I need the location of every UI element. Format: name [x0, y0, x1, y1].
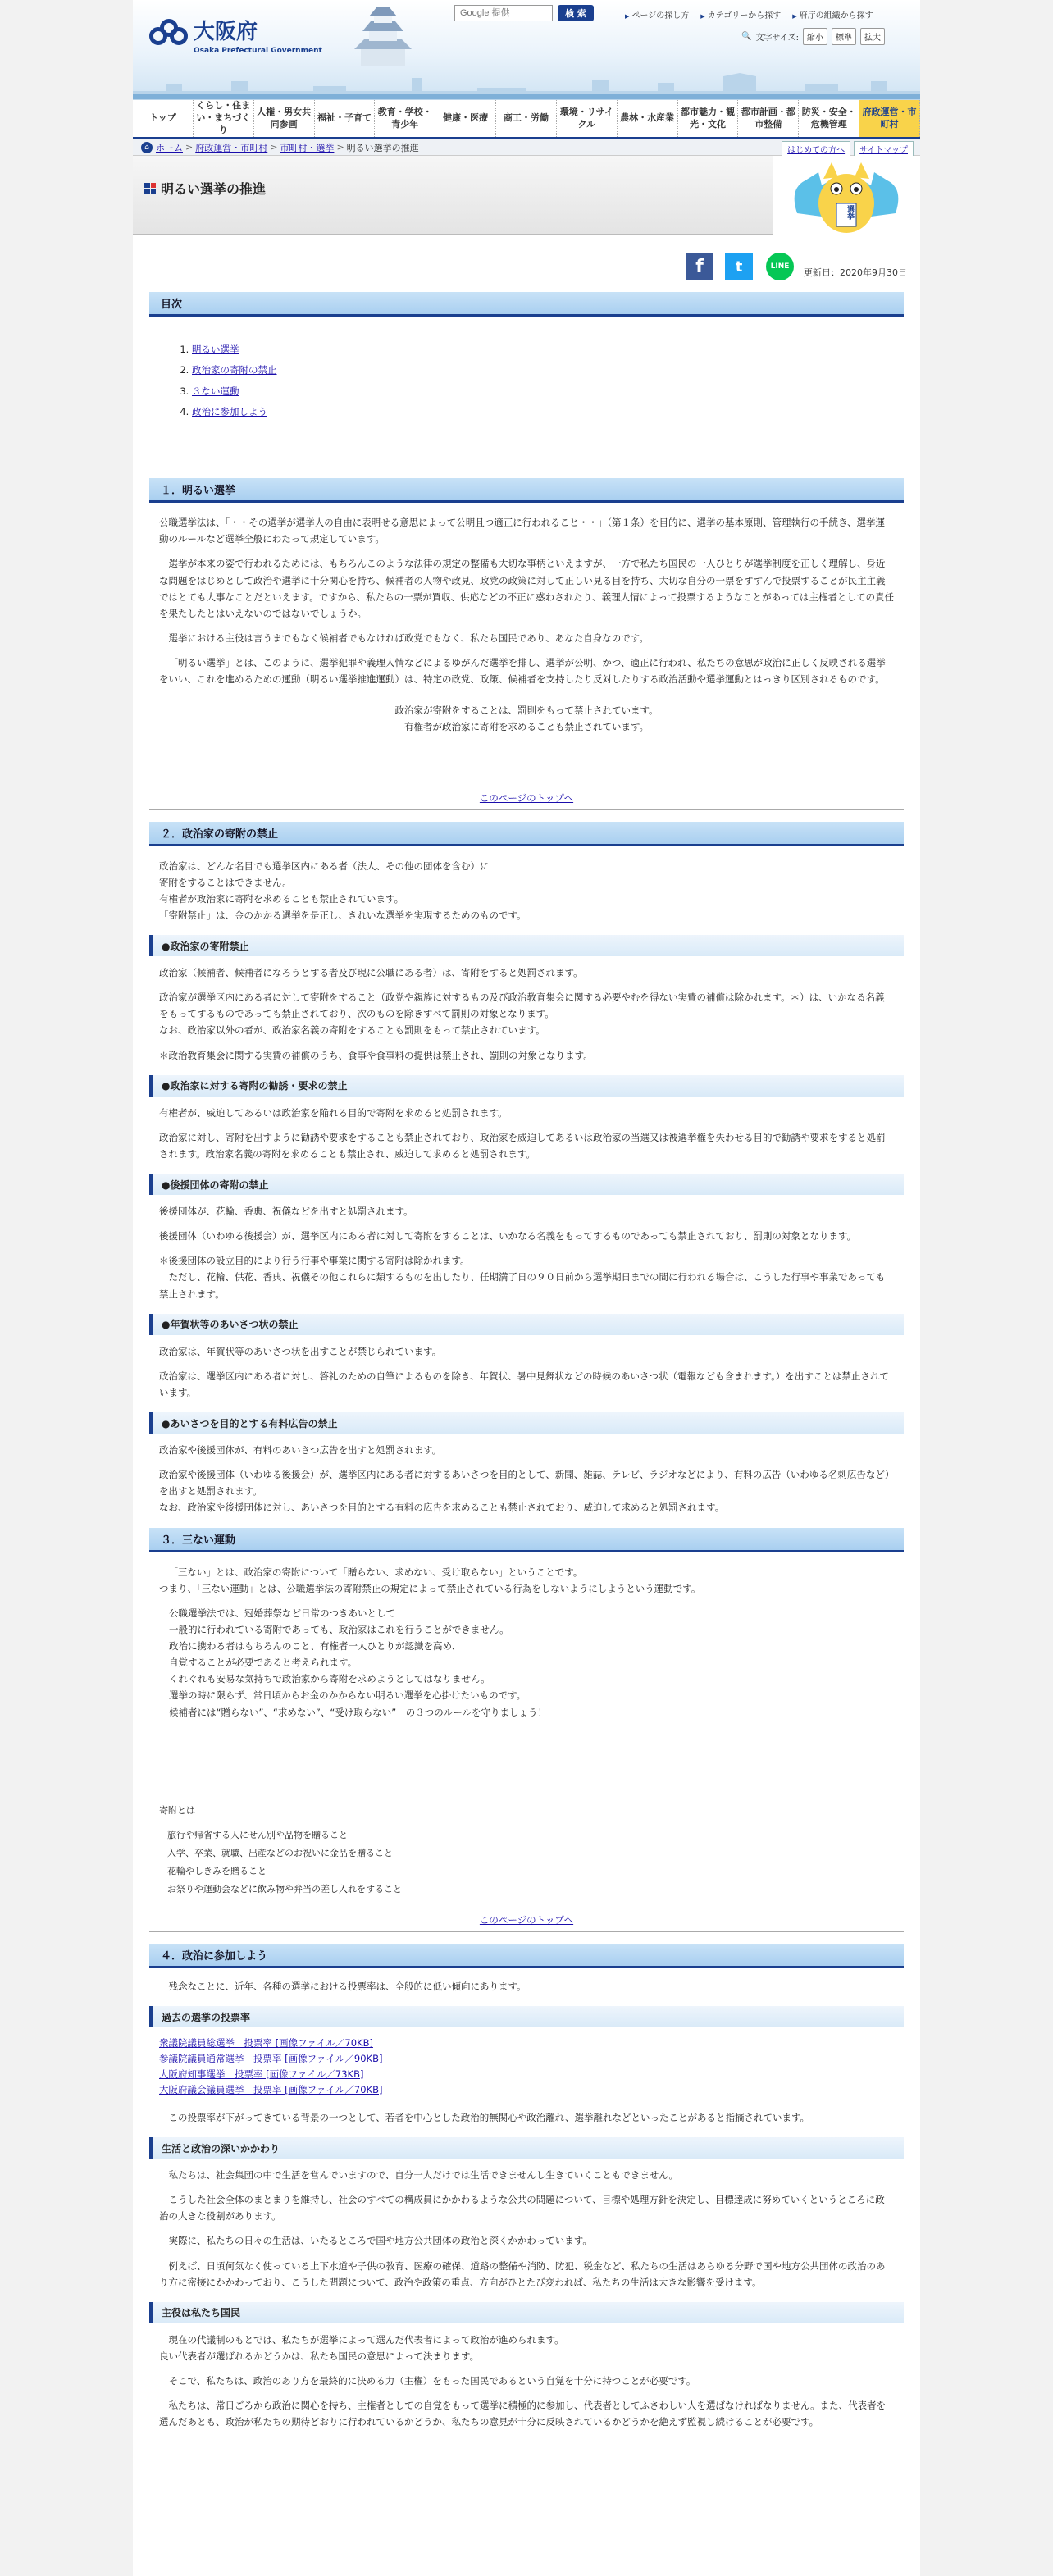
s1-center-line: 政治家が寄附をすることは、罰則をもって禁止されています。	[394, 704, 659, 717]
s4-subheading: 生活と政治の深いかかわり	[149, 2137, 904, 2159]
s1-center-line: 有権者が政治家に寄附を求めることも禁止されています。	[403, 721, 650, 733]
font-standard-button[interactable]: 標準	[832, 28, 856, 45]
s3-paragraph: 「三ない」とは、政治家の寄附について「贈らない、求めない、受け取らない」ということです。	[168, 1566, 583, 1578]
s1-paragraph: 「明るい選挙」とは、このように、選挙犯罪や義理人情などによるゆがんだ選挙を排し、選挙が公明、かつ、適正に行われ、私たちの意思が政治に正しく反映される選挙をいい、これを進めるための運動（明るい選挙推進運動）は、特定の政党、政策、候補者を支持したり反対したりする政治活動や選挙運動とはっきり区別されるものです。	[159, 657, 886, 686]
nav-environment[interactable]: 環境・リサイクル	[557, 100, 618, 137]
title-bar	[133, 156, 920, 235]
title-bullet-icon	[144, 183, 156, 194]
mascot-illustration-icon	[773, 156, 920, 235]
font-larger-button[interactable]: 拡大	[860, 28, 885, 45]
s2-paragraph: 政治家に対し、寄附を出すように勧誘や要求をすることも禁止されており、政治家を威迫してあるいは政治家の当選又は被選挙権を失わせる目的で勧誘や要求をすると処罰されます。政治家名義の寄附を求めることも禁止され、威迫して求めると処罰されます。	[159, 1131, 886, 1160]
s2-paragraph: 有権者が、威迫してあるいは政治家を陥れる目的で寄附を求めると処罰されます。	[159, 1106, 508, 1119]
s4-paragraph: 私たちは、社会集団の中で生活を営んでいますので、自分一人だけでは生活できませんし生きていくこともできません。	[168, 2169, 678, 2182]
s1-paragraph: 公職選挙法は、「・・その選挙が選挙人の自由に表明せる意思によって公明且つ適正に行われること・・」（第１条）を目的に、選挙の基本原則、管理執行の手続き、選挙運動のルールなど選挙全般にわたって規定しています。	[159, 517, 886, 545]
link-by-organization[interactable]: ▶ 府庁の組織から探す	[792, 8, 873, 21]
font-smaller-button[interactable]: 縮小	[803, 28, 827, 45]
turnout-link-house-of-representatives[interactable]: 衆議院議員総選挙 投票率 [画像ファイル／70KB]	[159, 2037, 373, 2049]
s2-paragraph: 政治家が選挙区内にある者に対して寄附をすること（政党や親族に対するもの及び政治教育集会に関する必要やむを得ない実費の補償は除かれます。＊）は、いかなる名義をもってするものであっても禁止されており、次のものを除きすべて罰則の対象となります。	[159, 992, 885, 1020]
s4-paragraph: 私たちは、常日ごろから政治に関心を持ち、主権者としての自覚をもって選挙に積極的に参加し、代表者としてふさわしい人を選ばなければなりません。また、代表者を選んだあとも、政治が私たちの期待どおりに行われているかどうか、私たちの意見が十分に反映されているかどうかを絶えず監視し続けることが必要です。	[159, 2400, 887, 2428]
line-share-icon[interactable]: LINE	[766, 253, 794, 280]
s4-paragraph: 現在の代議制のもとでは、私たちが選挙によって選んだ代表者によって政治が進められます。	[168, 2333, 564, 2346]
toc-item	[192, 360, 904, 381]
s4-paragraph: そこで、私たちは、政治のあり方を最終的に決める力（主権）をもった国民であるという自覚を十分に持つことが必要です。	[168, 2375, 696, 2387]
s2-intro: 政治家は、どんな名目でも選挙区内にある者（法人、その他の団体を含む）に 寄附をすることはできません。 有権者が政治家に寄附を求めることも禁止されています。 「寄附禁止」は、金のかかる選挙を是正し、きれいな選挙を実現するためのものです。	[159, 859, 526, 921]
s4-paragraph: この投票率が下がってきている背景の一つとして、若者を中心とした政治的無関心や政治離れ、選挙離れなどといったことがあると指摘されています。	[168, 2111, 810, 2123]
list-item: お祭りや運動会などに飲み物や弁当の差し入れをすること	[167, 1883, 402, 1894]
s4-subheading: 過去の選挙の投票率	[149, 2006, 904, 2027]
site-search	[454, 5, 594, 21]
turnout-link-governor[interactable]: 大阪府知事選挙 投票率 [画像ファイル／73KB]	[159, 2068, 364, 2080]
nav-tourism[interactable]: 都市魅力・観光・文化	[678, 100, 739, 137]
social-share	[133, 235, 920, 292]
nav-human-rights[interactable]: 人権・男女共同参画	[254, 100, 315, 137]
facebook-share-icon[interactable]: f	[686, 253, 713, 280]
turnout-link-house-of-councillors[interactable]: 参議院議員通常選挙 投票率 [画像ファイル／90KB]	[159, 2053, 383, 2065]
s1-paragraph: 選挙が本来の姿で行われるためには、もちろんこのような法律の規定の整備も大切な事柄といえますが、一方で私たち国民の一人ひとりが選挙制度を正しく理解し、身近な問題をはじめとして政治や選挙に十分関心を持ち、候補者の人物や政見、政党の政策に対して正しい見る目を持ち、大切な自分の一票をすすんで投票することが民主主義ではとても大事なことだといえます。ですから、私たちの一票が買収、供応などの不正に惑わされたり、義理人情によって投票するようなことがあっては主権者としての責任を果たしたとはいえないのではないでしょうか。	[159, 558, 894, 619]
main-content	[133, 292, 920, 2430]
s4-paragraph: 残念なことに、近年、各種の選挙における投票率は、全般的に低い傾向にあります。	[168, 1980, 526, 1992]
s2-note: ＊政治教育集会に関する実費の補償のうち、食事や食事料の提供は禁止され、罰則の対象となります。	[159, 1049, 593, 1061]
city-skyline-icon	[133, 66, 920, 99]
turnout-link-prefectural-assembly[interactable]: 大阪府議会議員選挙 投票率 [画像ファイル／70KB]	[159, 2083, 383, 2095]
updated-date: 更新日：2020年9月30日	[804, 267, 907, 278]
toc-link-1[interactable]: 明るい選挙	[192, 344, 239, 355]
s2-note: ＊後援団体の設立目的により行う行事や事業に関する寄附は除かれます。	[159, 1255, 470, 1267]
turnout-links	[159, 2036, 904, 2098]
nav-top[interactable]: トップ	[133, 100, 194, 137]
page	[133, 0, 920, 2576]
s2-paragraph: 後援団体が、花輪、香典、祝儀などを出すと処罰されます。	[159, 1206, 413, 1218]
s3-definition-list	[167, 1826, 904, 1899]
s2-note: ただし、花輪、供花、香典、祝儀その他これらに類するものを出したり、任期満了日の９０日前から選挙期日までの間に行われる場合は、こうした行事や事業であっても禁止されます。	[159, 1271, 886, 1300]
divider	[149, 1931, 904, 1932]
s3-lines: 公職選挙法では、冠婚葬祭など日常のつきあいとして 一般的に行われている寄附であっても、政治家はこれを行うことができません。 政治に携わる者はもちろんのこと、有権者一人ひとりが認識を高め、 自覚することが必要であると考えられます。 くれぐれも安易な気持ちで政治家から寄附を求めようとしてはなりません。 選挙の時に限らず、常日頃からお金のかからない明るい選挙を心掛けたいものです。 候補者には“贈らない”、“求めない”、“受け取らない” の３つのルールを守りましょう！	[169, 1607, 548, 1718]
sitemap-link[interactable]: サイトマップ	[854, 141, 914, 157]
nav-living[interactable]: くらし・住まい・まちづくり	[194, 100, 254, 137]
s2-paragraph: 政治家は、年賀状等のあいさつ状を出すことが禁じられています。	[159, 1345, 442, 1357]
s2-paragraph: 政治家（候補者、候補者になろうとする者及び現に公職にある者）は、寄附をすると処罰されます。	[159, 967, 583, 979]
s2-subheading: ●後援団体の寄附の禁止	[149, 1174, 904, 1195]
toc-item	[192, 340, 904, 360]
site-header	[133, 0, 920, 100]
divider	[149, 809, 904, 810]
toc-item	[192, 402, 904, 422]
link-how-to-find[interactable]: ▶ ページの探し方	[625, 8, 689, 21]
nav-urban-planning[interactable]: 都市計画・都市整備	[738, 100, 799, 137]
search-input[interactable]	[454, 5, 553, 21]
font-size-control	[741, 28, 885, 45]
back-to-top-link[interactable]: このページのトップへ	[479, 1913, 574, 1926]
s2-paragraph: 政治家や後援団体（いわゆる後援会）が、選挙区内にある者に対するあいさつを目的として、新聞、雑誌、テレビ、ラジオなどにより、有料の広告（いわゆる名刺広告など）を出すと処罰されます。	[159, 1469, 890, 1498]
breadcrumb-municipalities[interactable]: 市町村・選挙	[280, 142, 335, 153]
toc-link-2[interactable]: 政治家の寄附の禁止	[192, 364, 277, 376]
nav-disaster[interactable]: 防災・安全・危機管理	[799, 100, 859, 137]
s2-paragraph: なお、政治家や後援団体に対し、あいさつを目的とする有料の広告を求めることも禁止されており、威迫して求めると処罰されます。	[159, 1502, 725, 1514]
site-logo[interactable]	[149, 15, 322, 55]
search-button[interactable]: 検 索	[558, 5, 594, 21]
mascot-badge-text: 選挙	[846, 205, 854, 220]
s1-paragraph: 選挙における主役は言うまでもなく候補者でもなければ政党でもなく、私たち国民であり、あなた自身なのです。	[168, 631, 649, 644]
breadcrumb-home[interactable]: ホーム	[156, 142, 183, 153]
list-item: 旅行や帰省する人にせん別や品物を贈ること	[167, 1829, 348, 1840]
twitter-share-icon[interactable]: t	[725, 253, 753, 280]
s4-paragraph: こうした社会全体のまとまりを維持し、社会のすべての構成員にかかわるような公共の問題について、目標や処理方針を決定し、目標達成に努めていくというところに政治の大きな役割があります。	[159, 2194, 885, 2223]
toc-list	[192, 340, 904, 422]
s2-subheading: ●政治家の寄附禁止	[149, 935, 904, 956]
breadcrumb: ⌂ ホーム > 府政運営・市町村 > 市町村・選挙 > 明るい選挙の推進 はじめての方へ サイトマップ	[133, 139, 920, 156]
section3-heading: ３．三ない運動	[149, 1528, 904, 1552]
toc-link-3[interactable]: ３ない運動	[192, 385, 239, 397]
nav-administration[interactable]: 府政運営・市町村	[859, 100, 920, 137]
breadcrumb-administration[interactable]: 府政運営・市町村	[195, 142, 268, 153]
header-links	[625, 8, 873, 21]
toc-item	[192, 381, 904, 402]
font-size-label: 文字サイズ:	[755, 34, 800, 43]
beginners-link[interactable]: はじめての方へ	[782, 141, 850, 157]
nav-education[interactable]: 教育・学校・青少年	[375, 100, 435, 137]
s4-subheading: 主役は私たち国民	[149, 2302, 904, 2323]
list-item: 花輪やしきみを贈ること	[167, 1865, 267, 1876]
nav-health[interactable]: 健康・医療	[435, 100, 496, 137]
s3-paragraph: つまり、「三ない運動」とは、公職選挙法の寄附禁止の規定によって禁止されている行為をしないようにしようという運動です。	[159, 1582, 701, 1594]
link-by-category[interactable]: ▶ カテゴリーから探す	[700, 8, 781, 21]
s2-paragraph: 政治家は、選挙区内にある者に対し、答礼のための自筆によるものを除き、年賀状、暑中見舞状などの時候のあいさつ状（電報なども含まれます。）を出すことは禁止されています。	[159, 1370, 889, 1398]
s2-paragraph: 後援団体（いわゆる後援会）が、選挙区内にある者に対して寄附をすることは、いかなる名義をもってするものであっても禁止されており、罰則の対象となります。	[159, 1230, 856, 1242]
castle-illustration-icon	[321, 3, 444, 69]
page-title: 明るい選挙の推進	[144, 179, 266, 198]
section2-heading: ２．政治家の寄附の禁止	[149, 822, 904, 846]
toc-heading: 目次	[149, 292, 904, 317]
s2-paragraph: なお、政治家以外の者が、政治家名義の寄附をすることも罰則をもって禁止されています。	[159, 1024, 545, 1037]
list-item: 入学、卒業、就職、出産などのお祝いに金品を贈ること	[167, 1847, 393, 1858]
breadcrumb-current: 明るい選挙の推進	[346, 142, 419, 153]
logo-subtext: Osaka Prefectural Government	[194, 47, 322, 55]
nav-agriculture[interactable]: 農林・水産業	[618, 100, 678, 137]
s2-subheading: ●あいさつを目的とする有料広告の禁止	[149, 1412, 904, 1434]
s2-paragraph: 政治家や後援団体が、有料のあいさつ広告を出すと処罰されます。	[159, 1444, 442, 1457]
font-size-icon: 🔍	[741, 32, 752, 41]
section4-heading: ４．政治に参加しよう	[149, 1944, 904, 1968]
nav-commerce[interactable]: 商工・労働	[496, 100, 557, 137]
osaka-logo-icon	[149, 19, 189, 52]
back-to-top-link[interactable]: このページのトップへ	[479, 791, 574, 804]
s4-paragraph: 実際に、私たちの日々の生活は、いたるところで国や地方公共団体の政治と深くかかわっています。	[168, 2235, 592, 2247]
s3-definition-title: 寄附とは	[159, 1804, 195, 1816]
nav-welfare[interactable]: 福祉・子育て	[315, 100, 376, 137]
s4-paragraph: 良い代表者が選ばれるかどうかは、私たち国民の意思によって決まります。	[159, 2350, 480, 2362]
s2-subheading: ●年賀状等のあいさつ状の禁止	[149, 1314, 904, 1335]
logo-text: 大阪府	[194, 20, 258, 44]
toc-link-4[interactable]: 政治に参加しよう	[192, 405, 267, 417]
s4-paragraph: 例えば、日頃何気なく使っている上下水道や子供の教育、医療の確保、道路の整備や消防、防犯、税金など、私たちの生活はあらゆる分野で国や地方公共団体の政治のあり方に密接にかかわっており、こうした問題について、政治や政策の重点、方向がひとたび変われば、私たちの生活は大きな影響を受けます。	[159, 2259, 886, 2288]
home-icon: ⌂	[141, 142, 153, 153]
global-nav	[133, 100, 920, 139]
section1-heading: １．明るい選挙	[149, 478, 904, 503]
s2-subheading: ●政治家に対する寄附の勧誘・要求の禁止	[149, 1075, 904, 1097]
